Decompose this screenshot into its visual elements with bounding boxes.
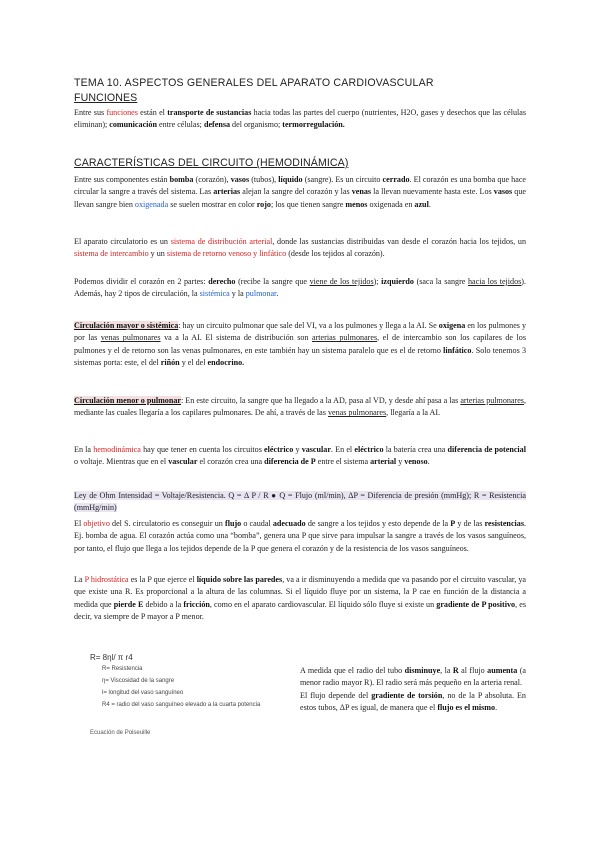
paragraph-radio: A medida que el radio del tubo disminuye, la R al flujo aumenta (a menor radio mayor R). El radio será más pequeño en la arteria renal. [300, 666, 527, 688]
poiseuille-equation-image [74, 651, 294, 751]
poiseuille-formula: R= 8ηl/ π r4 [90, 653, 133, 662]
poiseuille-legend-line: R4 = radio del vaso sanguíneo elevado a la cuarta potencia [102, 702, 261, 708]
paragraph-gradiente: El flujo depende del gradiente de torsión, no de la P absoluta. En estos tubos, ΔP es igual, de manera que el flujo es el mismo. [300, 690, 526, 713]
paragraph-partes-corazon: Podemos dividir el corazón en 2 partes: derecho (recibe la sangre que viene de los tejidos); izquierdo (saca la sangre hacia los tejidos). Además, hay 2 tipos de circulación, la sistémica y la pulmonar. [74, 277, 526, 299]
paragraph-hemodinamica: En la hemodinámica hay que tener en cuenta los circuitos eléctrico y vascular. En el eléctrico la batería crea una diferencia de potencial o voltaje. Mientras que en el vascular el corazón crea una diferencia de P entre el sistema arterial y venoso. [74, 445, 526, 467]
poiseuille-caption: Ecuación de Poiseuille [90, 730, 151, 736]
paragraph-sistemas: El aparato circulatorio es un sistema de distribución arterial, donde las sustancias distribuidas van desde el corazón hacia los tejidos, un sistema de intercambio y un sistema de retorno venoso y linfático (desde los tejidos al corazón). [74, 237, 526, 259]
page-title: TEMA 10. ASPECTOS GENERALES DEL APARATO CARDIOVASCULAR [74, 77, 434, 89]
paragraph-circulacion-mayor: Circulación mayor o sistémica: hay un circuito pulmonar que sale del VI, va a los pulmones y llega a la AI. Se oxigena en los pulmones y por las venas pulmonares va a la AI. El sistema de distribución son arterias pulmonares, el de intercambio son los capilares de los pulmones y el de retorno son las venas pulmonares, en este también hay un sistema paralelo que es el de retorno linfático. Solo tenemos 3 sistemas porta: este, el del riñón y el del endocrino. [74, 321, 527, 368]
paragraph-radio-flujo [300, 665, 526, 715]
poiseuille-legend-line: l= longitud del vaso sanguíneo [102, 690, 184, 696]
poiseuille-legend-line: η= Viscosidad de la sangre [102, 678, 175, 684]
section-heading-caracteristicas: CARACTERÍSTICAS DEL CIRCUITO (HEMODINÁMICA) [74, 157, 349, 169]
poiseuille-legend-line: R= Resistencia [102, 666, 143, 672]
paragraph-componentes: Entre sus componentes están bomba (corazón), vasos (tubos), líquido (sangre). Es un circuito cerrado. El corazón es una bomba que hace circular la sangre a través del sistema. Las arterias alejan la sangre del corazón y las venas la llevan nuevamente hasta este. Los vasos que llevan sangre bien oxigenada se suelen mostrar en color rojo; los que tienen sangre menos oxigenada en azul. [74, 175, 527, 209]
ley-de-ohm-line: Ley de Ohm Intensidad = Voltaje/Resistencia. Q = Δ P / R ● Q = Flujo (ml/min), ΔP = Diferencia de presión (mmHg); R = Resistencia (mmHg/min) [74, 491, 526, 513]
paragraph-funciones: Entre sus funciones están el transporte de sustancias hacia todas las partes del cuerpo (nutrientes, H2O, gases y desechos que las células eliminan); comunicación entre células; defensa del organismo; termorregulación. [74, 108, 526, 130]
paragraph-circulacion-menor: Circulación menor o pulmonar: En este circuito, la sangre que ha llegado a la AD, pasa al VD, y desde ahí pasa a las arterias pulmonares, mediante las cuales llegaría a los capilares pulmonares. De ahí, a través de las venas pulmonares, llegaría a la AI. [74, 396, 526, 418]
section-heading-funciones: FUNCIONES [74, 92, 138, 104]
paragraph-presion-hidrostatica: La P hidrostática es la P que ejerce el líquido sobre las paredes, va a ir disminuyendo a medida que va pasando por el circuito vascular, ya que existe una R. Es proporcional a la altura de las columnas. Si el líquido fluye por un sistema, la P cae en función de la distancia a medida que pierde E debido a la fricción, como en el aparato cardiovascular. El líquido sólo fluye si existe un gradiente de P positivo, es decir, va siempre de P mayor a P menor. [74, 575, 527, 622]
paragraph-objetivo: El objetivo del S. circulatorio es conseguir un flujo o caudal adecuado de sangre a los tejidos y esto depende de la P y de las resistencias. Ej. bomba de agua. El corazón actúa como una “bomba”, genera una P que sirve para impulsar la sangre a través de los vasos sanguíneos, por tanto, el flujo que llega a los tejidos depende de la P que genera el corazón y de la resistencia de los vasos sanguíneos. [74, 519, 527, 553]
